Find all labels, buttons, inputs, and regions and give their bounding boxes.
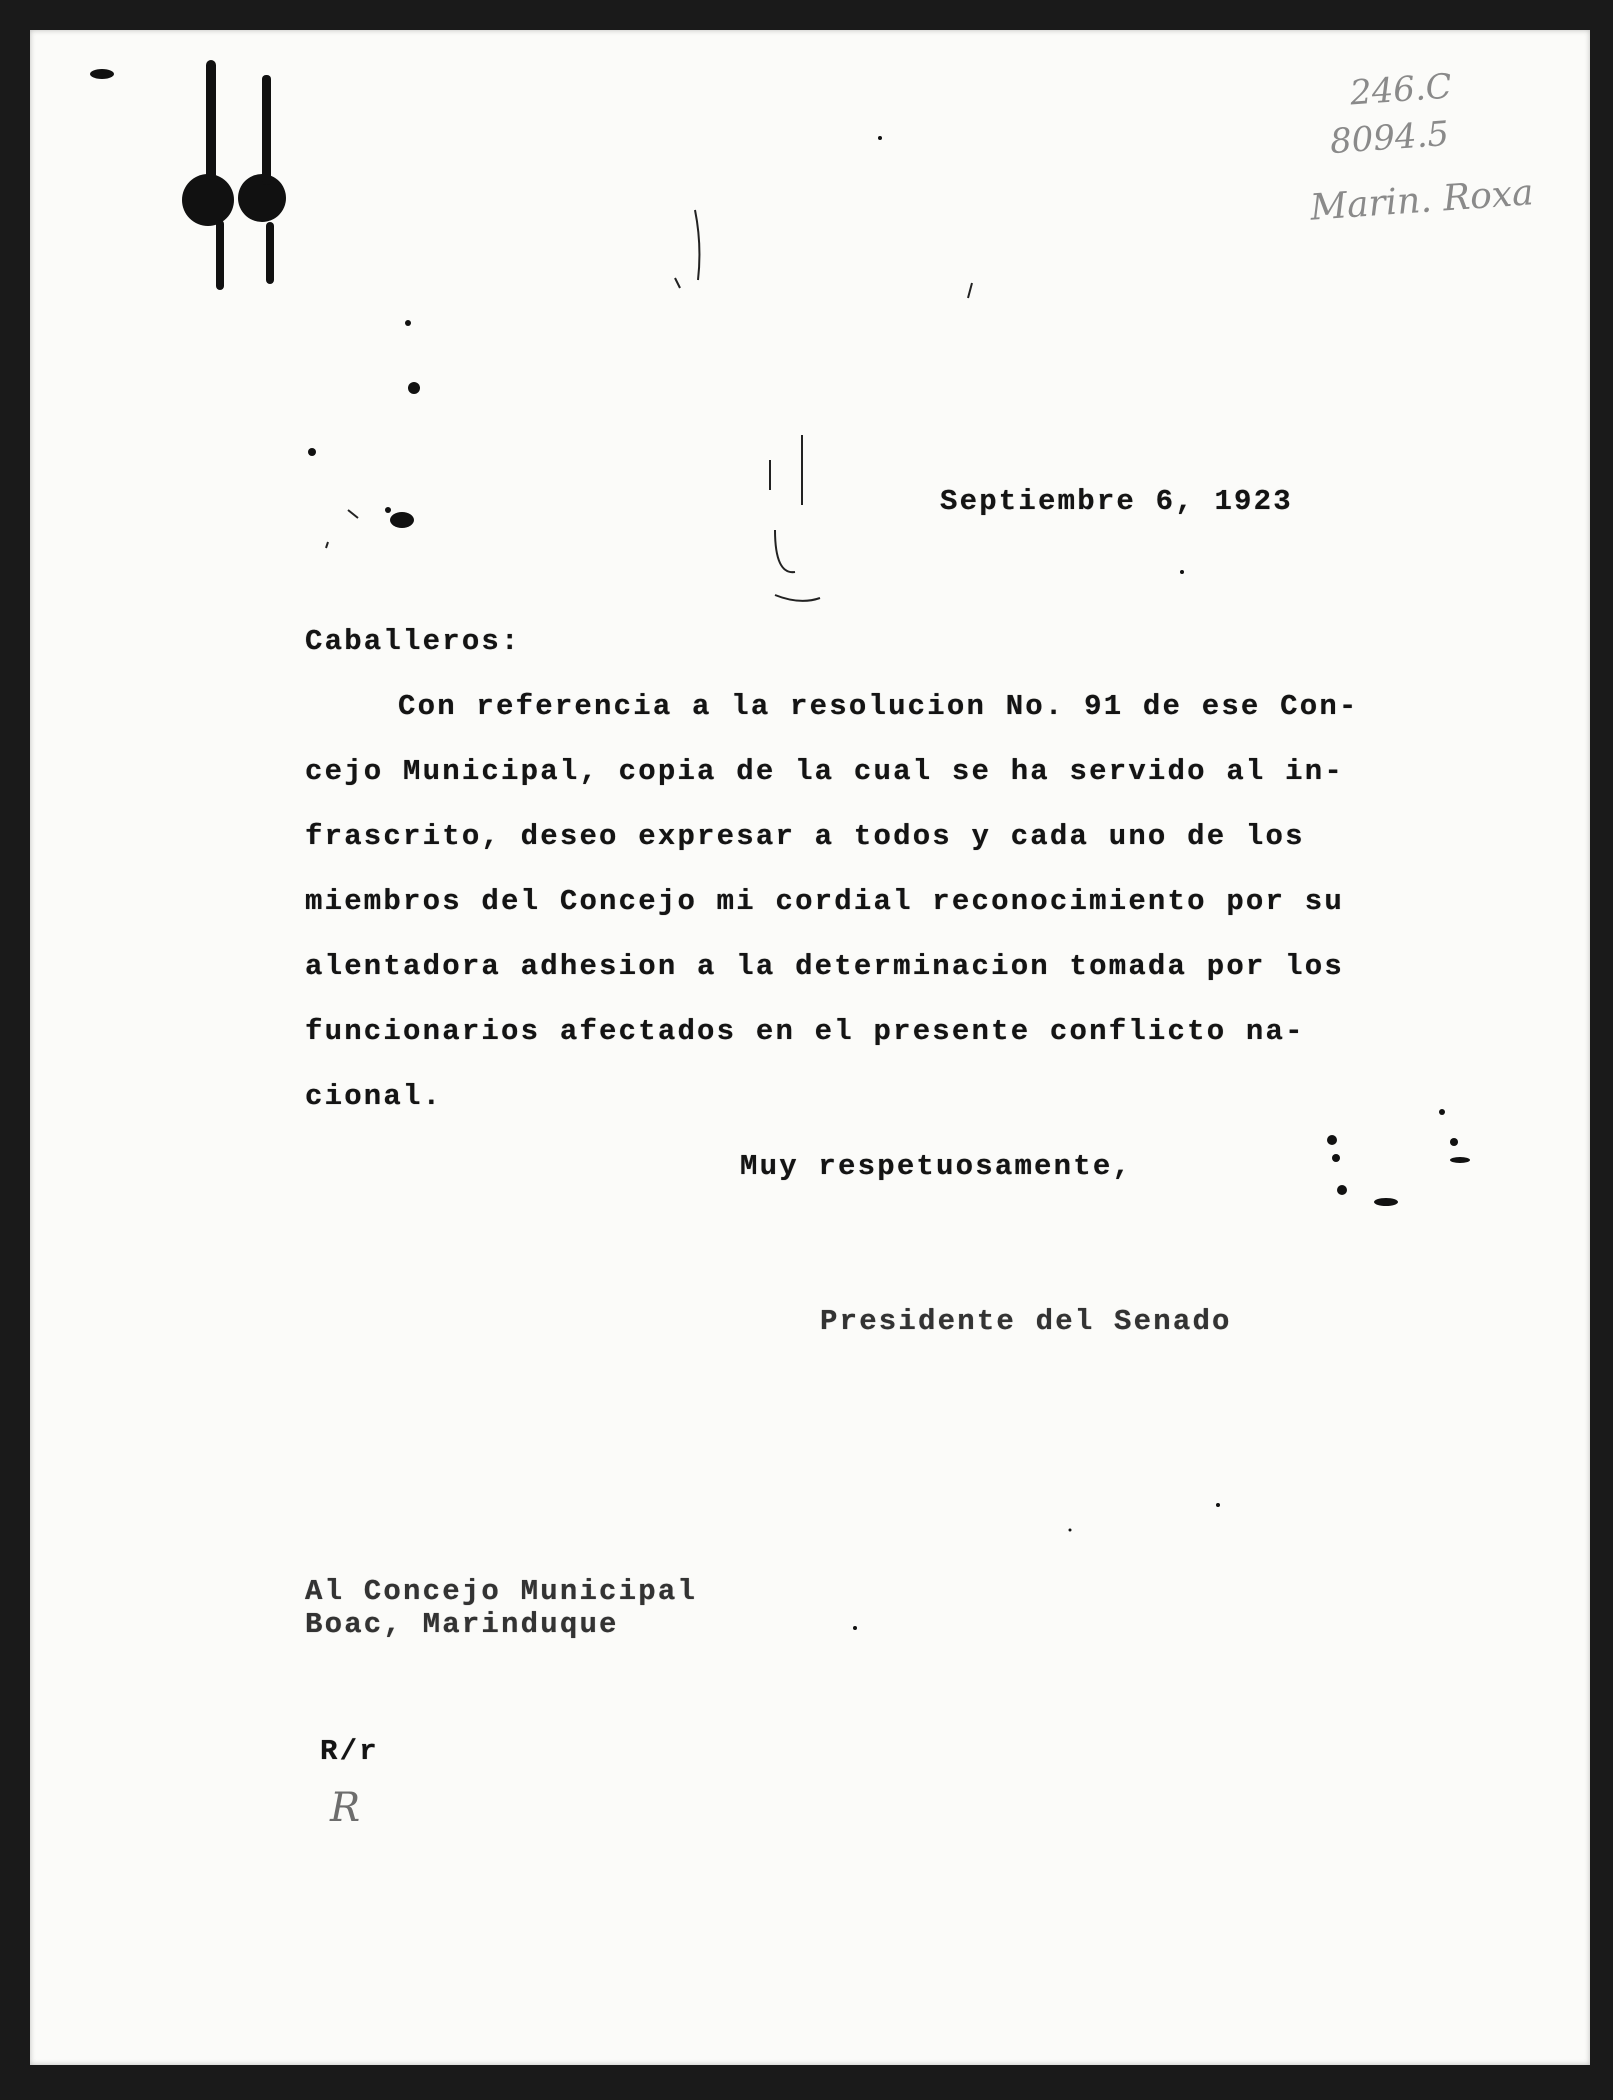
body-line-3: frascrito, deseo expresar a todos y cada uno de los — [305, 820, 1305, 853]
letter-salutation: Caballeros: — [305, 625, 521, 658]
handwritten-initial: R — [330, 1785, 361, 1831]
document-page — [30, 30, 1590, 2065]
addressee-line-1: Al Concejo Municipal — [305, 1575, 698, 1608]
body-line-2: cejo Municipal, copia de la cual se ha servido al in- — [305, 755, 1344, 788]
body-line-4: miembros del Concejo mi cordial reconocimiento por su — [305, 885, 1344, 918]
body-line-1: Con referencia a la resolucion No. 91 de ese Con- — [398, 690, 1359, 723]
body-line-5: alentadora adhesion a la determinacion tomada por los — [305, 950, 1344, 983]
handwritten-reference-number: 8094.5 — [1328, 113, 1451, 163]
letter-closing: Muy respetuosamente, — [740, 1150, 1133, 1183]
body-line-6: funcionarios afectados en el presente conflicto na- — [305, 1015, 1305, 1048]
body-line-7: cional. — [305, 1080, 443, 1113]
handwritten-file-label: Marin. Roxa — [1308, 172, 1535, 229]
reference-initials: R/r — [320, 1735, 379, 1768]
letter-date: Septiembre 6, 1923 — [940, 485, 1293, 518]
signature-title: Presidente del Senado — [820, 1305, 1232, 1338]
handwritten-file-number: 246.C — [1348, 66, 1453, 114]
addressee-line-2: Boac, Marinduque — [305, 1608, 619, 1641]
